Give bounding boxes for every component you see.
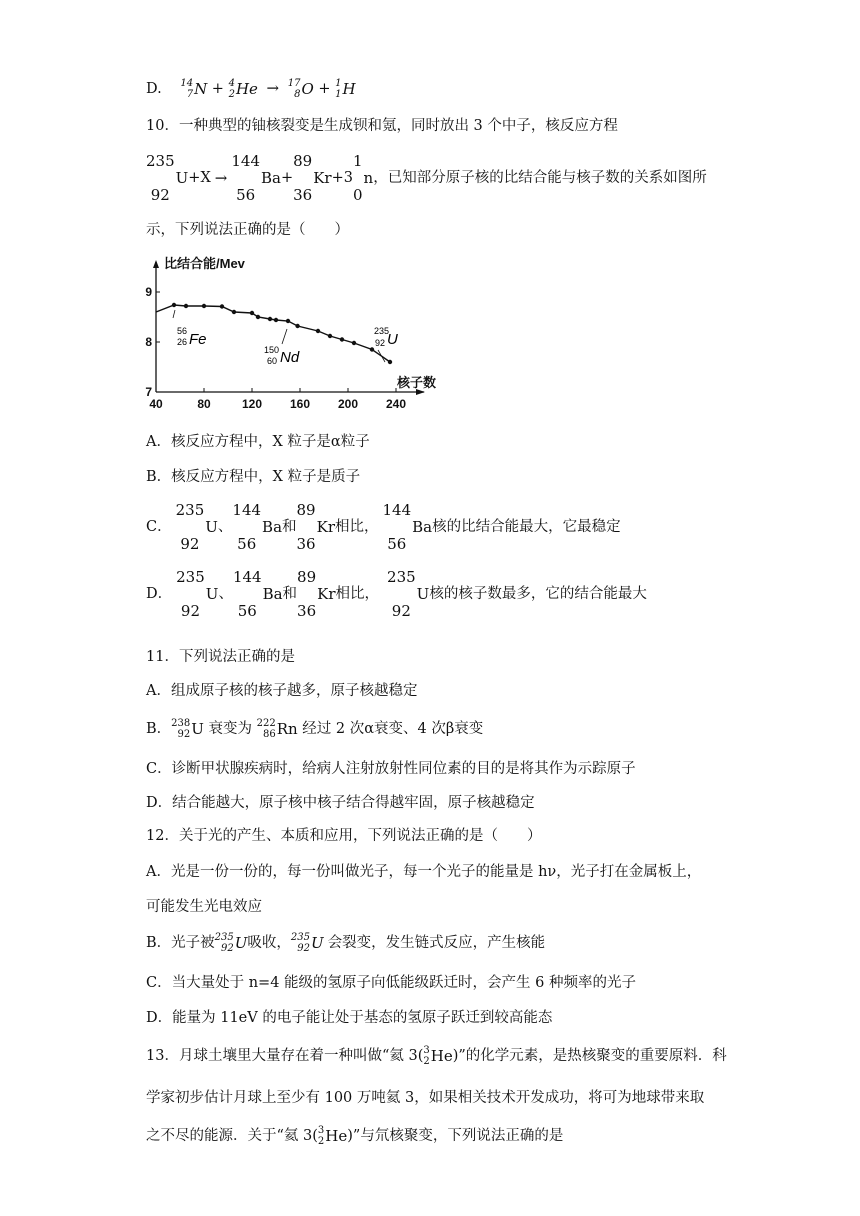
nuclide-kr89: 89 36 Kr: [293, 152, 332, 204]
data-point: [340, 337, 344, 341]
q10-option-b[interactable]: B．核反应方程中，X 粒子是质子: [146, 469, 361, 485]
annotation-nd: [264, 329, 300, 366]
q13-stem-line3: 之不尽的能源．关于“氦 3( 3 2 He )”与氘核聚变，下列说法正确的是: [146, 1125, 564, 1147]
nuclide-o17: 17 8 O: [287, 78, 314, 100]
data-point: [286, 319, 290, 323]
svg-text:U: U: [387, 331, 398, 348]
q10-stem-line3: 示，下列说法正确的是（ ）: [146, 222, 349, 238]
y-tick-label: 8: [145, 335, 152, 349]
nuclide-ba144: 144 56 Ba: [232, 501, 283, 553]
q12-option-a-line2[interactable]: 可能发生光电效应: [146, 899, 262, 915]
data-point: [250, 311, 254, 315]
data-point: [274, 318, 278, 322]
arrow-icon: →: [266, 79, 280, 97]
x-tick-label: 40: [149, 397, 163, 411]
data-point: [352, 341, 356, 345]
q10-option-a[interactable]: A．核反应方程中，X 粒子是α粒子: [146, 434, 370, 450]
nuclide-kr89: 89 36 Kr: [296, 501, 335, 553]
q10-option-c[interactable]: C． 235 92 U 、 144 56 Ba 和 89 36 Kr 相比， 144 56 Ba 核的比结合能最大，它最稳定: [146, 499, 621, 555]
nuclide-u235: 235 92 U: [176, 568, 219, 620]
arrow-icon: →: [214, 169, 228, 187]
x-tick-label: 80: [197, 397, 211, 411]
annotation-fe: [173, 310, 207, 348]
svg-text:Fe: Fe: [189, 331, 207, 348]
nuclide-he4: 4 2 He: [228, 78, 258, 100]
x-tick-label: 200: [337, 397, 359, 411]
x-tick-label: 160: [289, 397, 311, 411]
data-point: [295, 324, 299, 328]
y-axis-label: 比结合能/Mev: [164, 256, 245, 271]
q12-option-b[interactable]: B．光子被 235 92 U 吸收， 235 92 U 会裂变，发生链式反应，产生核能: [146, 932, 546, 954]
nuclide-u235: 235 92 U: [175, 501, 218, 553]
nuclide-rn222: 222 86 Rn: [256, 718, 298, 740]
nuclide-u235: 235 92 U: [214, 932, 248, 954]
q10-option-d[interactable]: D． 235 92 U 、 144 56 Ba 和 89 36 Kr 相比， 235 92 U 核的核子数最多，它的结合能最大: [146, 566, 647, 622]
nuclide-he3: 3 2 He: [317, 1125, 348, 1147]
q11-option-d[interactable]: D．结合能越大，原子核中核子结合得越牢固，原子核越稳定: [146, 795, 535, 811]
x-tick-label: 240: [385, 397, 407, 411]
nuclide-he3: 3 2 He: [423, 1045, 453, 1067]
data-point: [184, 304, 188, 308]
y-tick-label: 9: [145, 285, 152, 299]
nuclide-kr89: 89 36 Kr: [297, 568, 336, 620]
nuclide-u235: 235 92 U: [290, 932, 324, 954]
svg-text:Nd: Nd: [280, 349, 300, 366]
q11-option-b[interactable]: B． 238 92 U 衰变为 222 86 Rn 经过 2 次α衰变、4 次β衰变: [146, 718, 484, 740]
svg-text:26: 26: [177, 337, 188, 347]
nuclide-u238: 238 92 U: [171, 718, 204, 740]
y-tick-label: 7: [145, 385, 152, 399]
data-point: [202, 304, 206, 308]
data-point: [172, 303, 176, 307]
nuclide-n14: 14 7 N: [180, 78, 208, 100]
x-tick-label: 120: [241, 397, 263, 411]
svg-text:150: 150: [264, 345, 280, 355]
data-point: [232, 310, 236, 314]
q13-stem-line2: 学家初步估计月球上至少有 100 万吨氦 3，如果相关技术开发成功，将可为地球带来取: [146, 1090, 705, 1106]
q10-equation-line: 235 92 U +X → 144 56 Ba + 89 36 Kr +3 1 0 n ，已知部分原子核的比结合能与核子数的关系如图所: [146, 150, 707, 206]
option-letter: D.: [146, 81, 162, 97]
svg-text:235: 235: [374, 326, 390, 336]
y-axis-arrow-icon: [153, 260, 159, 268]
q11-stem: 11．下列说法正确的是: [146, 649, 295, 665]
nuclide-ba144: 144 56 Ba: [382, 501, 433, 553]
data-point: [328, 334, 332, 338]
q10-stem-line1: 10．一种典型的铀核裂变是生成钡和氪，同时放出 3 个中子，核反应方程: [146, 118, 618, 134]
q12-stem: 12．关于光的产生、本质和应用，下列说法正确的是（ ）: [146, 828, 542, 844]
svg-text:60: 60: [267, 356, 278, 366]
nuclide-h1: 1 1 H: [335, 78, 356, 100]
q12-option-a-line1[interactable]: A．光是一份一份的，每一份叫做光子，每一个光子的能量是 hν，光子打在金属板上，: [146, 864, 702, 880]
q12-option-d[interactable]: D．能量为 11eV 的电子能让处于基态的氢原子跃迁到较高能态: [146, 1010, 553, 1026]
data-point: [370, 347, 374, 351]
nuclide-n1: 1 0 n: [352, 152, 374, 204]
annotation-u: [374, 326, 398, 362]
nuclide-u235: 235 92 U: [387, 568, 430, 620]
nuclide-ba144: 144 56 Ba: [232, 568, 283, 620]
x-axis-label: 核子数: [397, 375, 437, 390]
q11-option-a[interactable]: A．组成原子核的核子越多，原子核越稳定: [146, 683, 418, 699]
svg-text:92: 92: [375, 338, 386, 348]
data-point: [220, 304, 224, 308]
q11-option-c[interactable]: C．诊断甲状腺疾病时，给病人注射放射性同位素的目的是将其作为示踪原子: [146, 761, 636, 777]
nuclide-u235: 235 92 U: [146, 152, 189, 204]
svg-text:56: 56: [177, 326, 188, 336]
data-point: [268, 317, 272, 321]
q12-option-c[interactable]: C．当大量处于 n=4 能级的氢原子向低能级跃迁时，会产生 6 种频率的光子: [146, 975, 636, 991]
nuclide-ba144: 144 56 Ba: [231, 152, 281, 204]
data-point: [316, 329, 320, 333]
data-point: [388, 360, 392, 364]
q13-stem-line1: 13．月球土壤里大量存在着一种叫做“氦 3( 3 2 He )”的化学元素，是热核聚变的重要原料．科: [146, 1045, 727, 1067]
binding-energy-chart: [142, 254, 437, 412]
data-point: [256, 315, 260, 319]
q9-option-d: D. 14 7 N + 4 2 He → 17 8 O + 1 1 H: [146, 78, 356, 100]
